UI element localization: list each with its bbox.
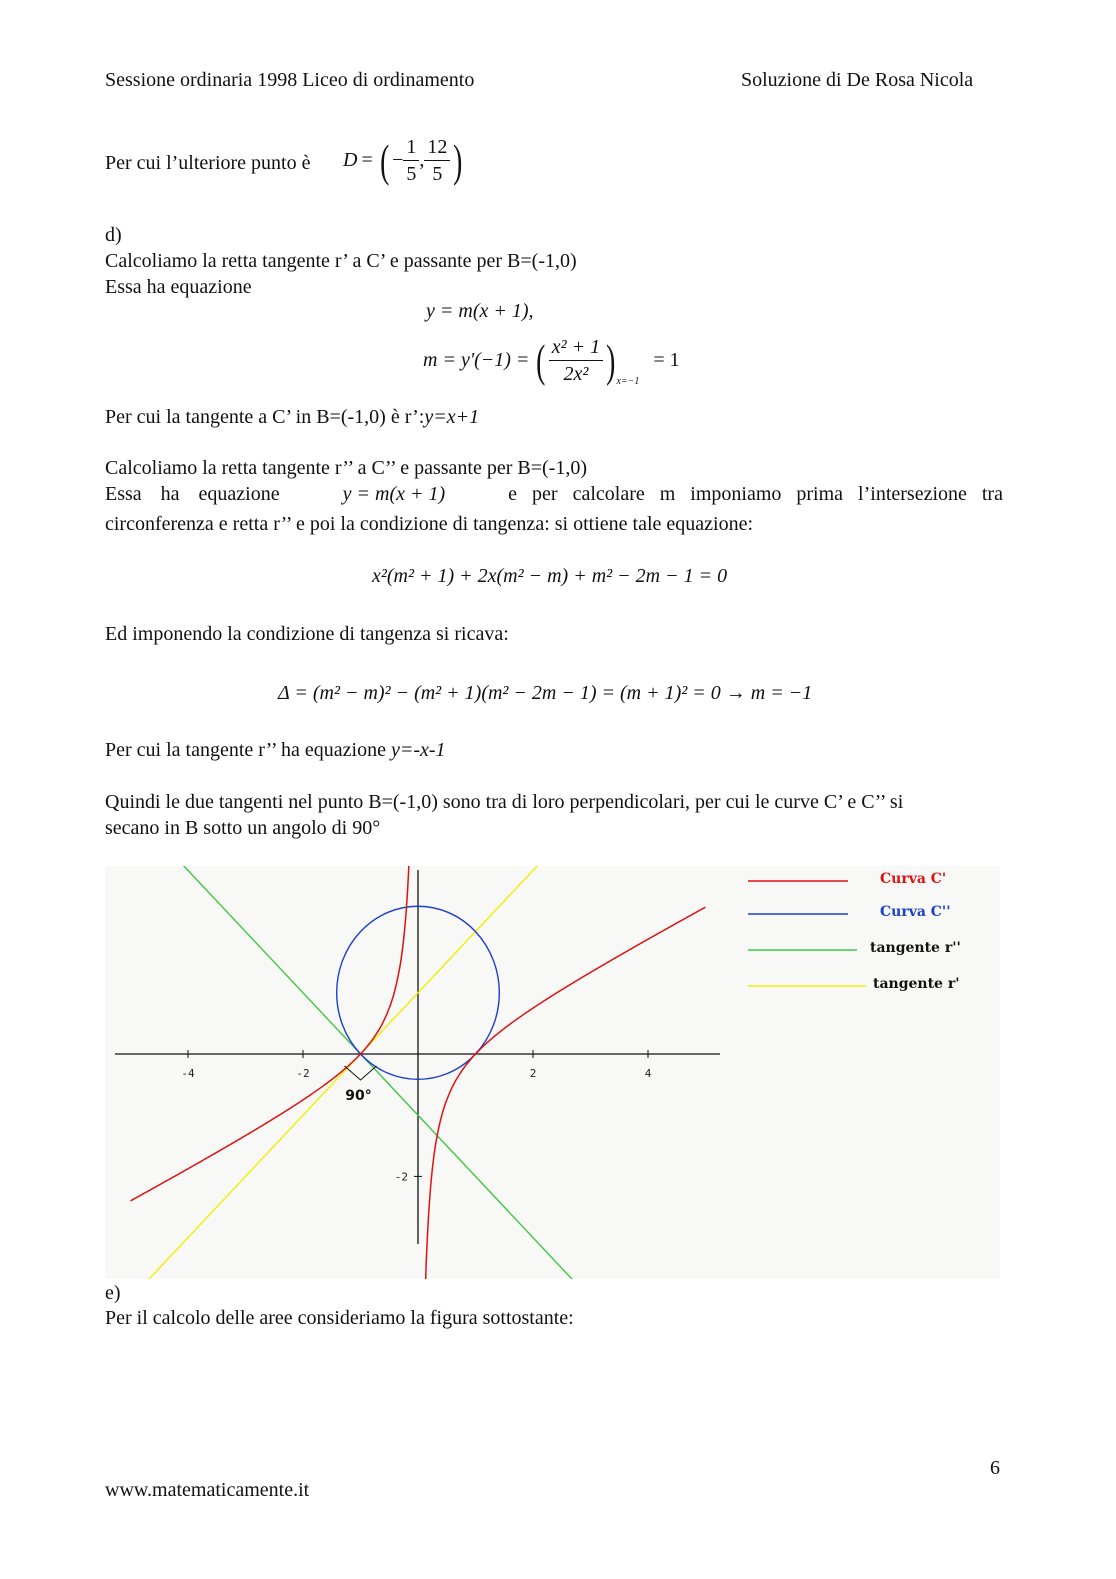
tangent-r1-text: Per cui la tangente a C’ in B=(-1,0) è r’: xyxy=(105,406,425,428)
header-right: Soluzione di De Rosa Nicola xyxy=(741,69,974,91)
section-d-p2-line3: circonferenza e retta r’’ e poi la condizione di tangenza: si ottiene tale equazione: xyxy=(105,513,753,535)
p2-line2-start: Essa ha equazione xyxy=(105,483,280,505)
y-tick-label: -2 xyxy=(394,1170,408,1184)
right-paren: ) xyxy=(453,134,463,186)
fraction-x xyxy=(403,134,419,187)
section-d-p5-line1: Quindi le due tangenti nel punto B=(-1,0) sono tra di loro perpendicolari, per cui le curve C’ e C’’ si xyxy=(105,791,904,813)
tangent-r2-result xyxy=(105,737,446,763)
slope-subscript: x=−1 xyxy=(616,376,640,387)
tangent-r1-result xyxy=(105,404,479,430)
header-left: Sessione ordinaria 1998 Liceo di ordinamento xyxy=(105,69,475,91)
tangent-r1-equation: y=x+1 xyxy=(424,406,480,428)
section-d-line2: Essa ha equazione xyxy=(105,276,252,298)
series-curve-c1-left xyxy=(131,866,413,1201)
section-d-label: d) xyxy=(105,224,122,246)
tangent-r2-equation: y=-x-1 xyxy=(390,739,446,761)
equation-tangent-line: y = m(x + 1), xyxy=(426,300,534,322)
tangent-r2-text: Per cui la tangente r’’ ha equazione xyxy=(105,739,386,761)
x-tick-label: -2 xyxy=(296,1067,310,1080)
x-tick-label: 2 xyxy=(529,1067,537,1080)
minus-sign: − xyxy=(392,149,404,171)
page-number: 6 xyxy=(990,1457,1000,1479)
intro-sentence: Per cui l’ulteriore punto è xyxy=(105,152,311,174)
series-curve-c1-right xyxy=(423,907,705,1279)
slope-right-paren: ) xyxy=(606,334,616,386)
section-d-p5-line2: secano in B sotto un angolo di 90° xyxy=(105,817,381,839)
x-tick-label: -4 xyxy=(181,1067,195,1080)
equals-sign: = xyxy=(361,149,373,171)
comma: , xyxy=(419,149,425,171)
p2-line2-end: e per calcolare m imponiamo prima l’intersezione tra xyxy=(508,483,1003,505)
equation-discriminant: Δ = (m² − m)² − (m² + 1)(m² − 2m − 1) = (m + 1)² = 0 → m = −1 xyxy=(278,682,813,704)
plot-svg xyxy=(105,866,1000,1279)
fraction-y xyxy=(424,134,450,187)
slope-left-paren: ( xyxy=(536,334,546,386)
section-d-line1: Calcoliamo la retta tangente r’ a C’ e passante per B=(-1,0) xyxy=(105,250,577,272)
section-d-p2-line2 xyxy=(105,481,1003,507)
footer-url: www.matematicamente.it xyxy=(105,1479,310,1501)
legend-label: Curva C'' xyxy=(880,904,951,920)
slope-lhs: m = y'(−1) = xyxy=(423,349,530,371)
fraction-x-num: 1 xyxy=(403,134,419,161)
point-d-formula xyxy=(343,134,466,187)
fraction-y-num: 12 xyxy=(424,134,450,161)
intro-text xyxy=(105,150,311,176)
section-e-line1: Per il calcolo delle aree consideriamo la figura sottostante: xyxy=(105,1307,574,1329)
slope-fraction xyxy=(549,334,603,387)
x-tick-label: 4 xyxy=(644,1067,652,1080)
section-d-p3: Ed imponendo la condizione di tangenza si ricava: xyxy=(105,623,509,645)
fraction-y-den: 5 xyxy=(432,163,443,185)
legend-label: tangente r' xyxy=(873,976,960,992)
legend-label: tangente r'' xyxy=(870,940,961,956)
section-d-p2-line1: Calcoliamo la retta tangente r’’ a C’’ e passante per B=(-1,0) xyxy=(105,457,587,479)
graph-figure xyxy=(105,866,1000,1279)
angle-label: 90° xyxy=(345,1088,372,1104)
section-e-label: e) xyxy=(105,1282,121,1304)
right-angle-marker xyxy=(345,1066,377,1080)
slope-fraction-den: 2x² xyxy=(563,363,589,385)
p2-line2-equation: y = m(x + 1) xyxy=(342,483,446,505)
left-paren: ( xyxy=(379,134,389,186)
legend-label: Curva C' xyxy=(880,871,947,887)
fraction-x-den: 5 xyxy=(406,163,417,185)
point-label: D xyxy=(343,149,358,171)
slope-rhs: = 1 xyxy=(653,349,680,371)
slope-fraction-num: x² + 1 xyxy=(549,334,603,361)
equation-slope xyxy=(423,334,680,387)
equation-intersection: x²(m² + 1) + 2x(m² − m) + m² − 2m − 1 = 0 xyxy=(372,565,728,587)
